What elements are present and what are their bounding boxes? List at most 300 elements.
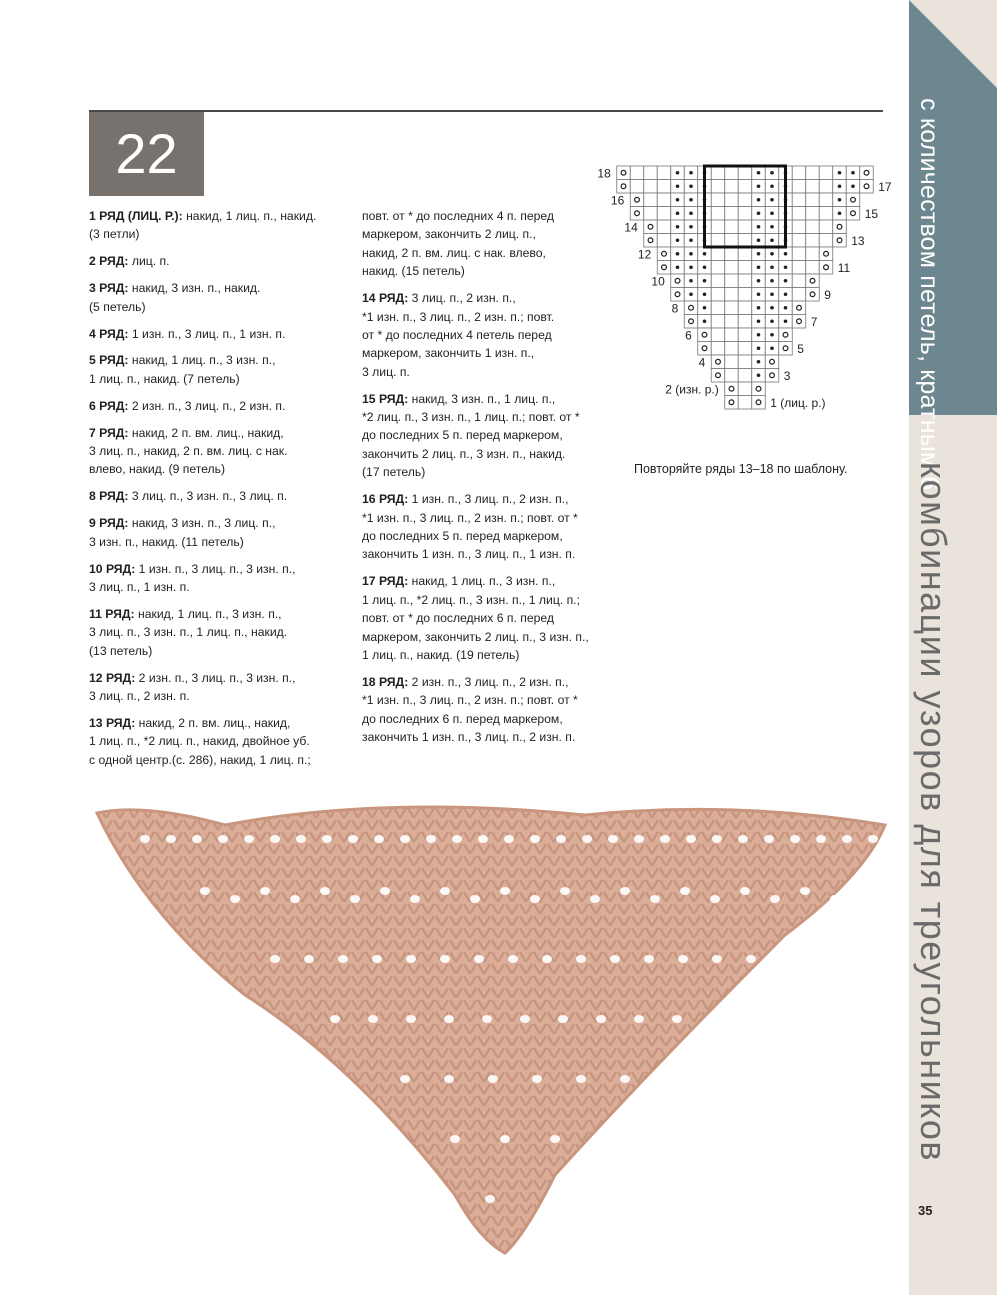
- row-instruction-continued: повт. от * до последних 4 п. перед маркером, закончить 2 лиц. п., накид, 2 п. вм. лиц. с нак. влево, накид. (15 петель): [362, 209, 555, 279]
- chart-cell: [725, 288, 739, 302]
- purl-symbol: [676, 198, 680, 202]
- chart-row-label: 8: [671, 301, 679, 316]
- chart-cell: [806, 166, 820, 180]
- lace-hole: [374, 835, 384, 843]
- lace-hole: [620, 1075, 630, 1083]
- chart-cell: [644, 166, 658, 180]
- chart-row-label: 10: [651, 274, 665, 289]
- chart-cell: [819, 234, 833, 248]
- lace-hole: [680, 887, 690, 895]
- lace-hole: [678, 955, 688, 963]
- chart-cell: [671, 274, 685, 288]
- chart-cell: [657, 234, 671, 248]
- purl-symbol: [689, 225, 693, 229]
- lace-hole: [530, 895, 540, 903]
- chart-cell: [657, 166, 671, 180]
- chart-cell: [738, 180, 752, 194]
- lace-hole: [764, 835, 774, 843]
- row-instruction: 12 РЯД: 2 изн. п., 3 лиц. п., 3 изн. п., 3 лиц. п., 2 изн. п.: [89, 670, 296, 704]
- lace-hole: [322, 835, 332, 843]
- lace-hole: [530, 835, 540, 843]
- purl-symbol: [676, 252, 680, 256]
- lace-hole: [752, 1075, 762, 1083]
- chart-row-label: 13: [851, 234, 865, 248]
- row-instruction: 18 РЯД: 2 изн. п., 3 лиц. п., 2 изн. п., *1 изн. п., 3 лиц. п., 2 изн. п.; повт. от * до последних 6 п. перед маркером, закончить 1 изн. п., 3 лиц. п., 2 изн. п.: [362, 674, 578, 745]
- purl-symbol: [770, 279, 774, 283]
- chart-cell: [765, 355, 779, 369]
- lace-hole: [845, 1195, 855, 1203]
- purl-symbol: [689, 265, 693, 269]
- purl-symbol: [703, 292, 707, 296]
- lace-hole: [500, 1135, 510, 1143]
- lace-hole: [786, 1015, 796, 1023]
- lace-hole: [558, 1015, 568, 1023]
- chart-cell: [833, 234, 847, 248]
- lace-hole: [790, 835, 800, 843]
- lace-hole: [485, 1195, 495, 1203]
- lace-hole: [712, 835, 722, 843]
- row-instruction: 7 РЯД: накид, 2 п. вм. лиц., накид, 3 лиц. п., накид, 2 п. вм. лиц. с нак. влево, накид. (9 петель): [89, 425, 288, 477]
- purl-symbol: [757, 346, 761, 350]
- chart-cell: [711, 234, 725, 248]
- lace-hole: [610, 955, 620, 963]
- lace-hole: [738, 835, 748, 843]
- lace-hole: [750, 1135, 760, 1143]
- purl-symbol: [676, 265, 680, 269]
- purl-symbol: [757, 211, 761, 215]
- purl-symbol: [757, 265, 761, 269]
- chart-cell: [819, 207, 833, 221]
- knitting-chart: [590, 160, 910, 430]
- row-instruction: 5 РЯД: накид, 1 лиц. п., 3 изн. п., 1 лиц. п., накид. (7 петель): [89, 353, 276, 386]
- purl-symbol: [689, 279, 693, 283]
- purl-symbol: [703, 306, 707, 310]
- purl-symbol: [757, 238, 761, 242]
- chart-cell: [725, 355, 739, 369]
- lace-hole: [440, 887, 450, 895]
- purl-symbol: [757, 198, 761, 202]
- chart-cell: [806, 247, 820, 261]
- chart-cell: [846, 207, 860, 221]
- lace-hole: [166, 835, 176, 843]
- lace-hole: [770, 895, 780, 903]
- lace-hole: [780, 955, 790, 963]
- header-rule: [89, 110, 883, 112]
- lace-hole: [664, 1075, 674, 1083]
- chart-cell: [806, 261, 820, 275]
- chart-cell: [725, 220, 739, 234]
- section-title: комбинации узоров для треугольников: [913, 462, 954, 1163]
- lace-hole: [672, 1015, 682, 1023]
- chart-cell: [725, 342, 739, 356]
- row-instruction: 11 РЯД: накид, 1 лиц. п., 3 изн. п., 3 лиц. п., 3 изн. п., 1 лиц. п., накид. (13 петель): [89, 606, 288, 658]
- chart-row-label: 9: [824, 288, 831, 302]
- chart-cell: [792, 234, 806, 248]
- chart-row-label: 1 (лиц. р.): [770, 396, 826, 410]
- chart-cell: [779, 328, 793, 342]
- row-instruction: 13 РЯД: накид, 2 п. вм. лиц., накид, 1 лиц. п., *2 лиц. п., накид, двойное уб. с одной центр.(с. 286), накид, 1 лиц. п.;: [89, 715, 311, 767]
- purl-symbol: [770, 292, 774, 296]
- lace-hole: [686, 835, 696, 843]
- lace-hole: [508, 955, 518, 963]
- chart-cell: [738, 234, 752, 248]
- chart-row-label: 7: [810, 315, 818, 329]
- chart-cell: [711, 274, 725, 288]
- page-number: 35: [918, 1203, 933, 1218]
- chart-cell: [711, 247, 725, 261]
- lace-hole: [400, 835, 410, 843]
- lace-hole: [660, 835, 670, 843]
- chart-cell: [846, 193, 860, 207]
- purl-symbol: [757, 252, 761, 256]
- chart-cell: [738, 355, 752, 369]
- lace-hole: [478, 835, 488, 843]
- chart-cell: [725, 166, 739, 180]
- chart-cell: [630, 166, 644, 180]
- chart-cell: [806, 288, 820, 302]
- chart-cell: [711, 315, 725, 329]
- chart-cell: [657, 247, 671, 261]
- chart-cell: [779, 342, 793, 356]
- purl-symbol: [784, 292, 788, 296]
- lace-hole: [596, 1015, 606, 1023]
- lace-hole: [582, 835, 592, 843]
- purl-symbol: [784, 306, 788, 310]
- chart-cell: [738, 288, 752, 302]
- lace-hole: [740, 887, 750, 895]
- sidebar-tab-text: с количеством петель, кратным 6: [915, 98, 943, 491]
- chart-cell: [657, 193, 671, 207]
- chart-cell: [644, 180, 658, 194]
- purl-symbol: [676, 238, 680, 242]
- purl-symbol: [784, 252, 788, 256]
- purl-symbol: [770, 184, 774, 188]
- purl-symbol: [784, 279, 788, 283]
- purl-symbol: [757, 279, 761, 283]
- lace-hole: [830, 895, 840, 903]
- purl-symbol: [757, 333, 761, 337]
- purl-symbol: [838, 184, 842, 188]
- chart-cell: [644, 220, 658, 234]
- purl-symbol: [757, 319, 761, 323]
- lace-hole: [380, 887, 390, 895]
- chart-cell: [725, 369, 739, 383]
- purl-symbol: [689, 238, 693, 242]
- chart-cell: [630, 193, 644, 207]
- chart-cell: [738, 342, 752, 356]
- purl-symbol: [770, 198, 774, 202]
- lace-hole: [600, 1135, 610, 1143]
- lace-hole: [504, 835, 514, 843]
- purl-symbol: [703, 319, 707, 323]
- chart-row-label: 14: [624, 220, 638, 235]
- lace-hole: [545, 1195, 555, 1203]
- purl-symbol: [676, 225, 680, 229]
- purl-symbol: [757, 184, 761, 188]
- chart-cell: [806, 220, 820, 234]
- row-instruction: 6 РЯД: 2 изн. п., 3 лиц. п., 2 изн. п.: [89, 398, 286, 413]
- lace-hole: [590, 895, 600, 903]
- lace-hole: [650, 895, 660, 903]
- lace-hole: [814, 955, 824, 963]
- lace-hole: [450, 1135, 460, 1143]
- chart-cell: [644, 234, 658, 248]
- chart-cell: [725, 247, 739, 261]
- lace-hole: [290, 895, 300, 903]
- chart-cell: [617, 166, 631, 180]
- lace-hole: [550, 1135, 560, 1143]
- purl-symbol: [851, 171, 855, 175]
- purl-symbol: [757, 306, 761, 310]
- lace-hole: [620, 887, 630, 895]
- lace-hole: [650, 1135, 660, 1143]
- chart-cell: [738, 369, 752, 383]
- chart-row-label: 6: [685, 328, 692, 343]
- chart-cell: [711, 355, 725, 369]
- chart-cell: [860, 166, 874, 180]
- chart-cell: [738, 247, 752, 261]
- chart-cell: [725, 207, 739, 221]
- purl-symbol: [838, 171, 842, 175]
- pattern-number: 22: [89, 112, 204, 196]
- purl-symbol: [838, 211, 842, 215]
- lace-hole: [260, 887, 270, 895]
- chart-cell: [725, 328, 739, 342]
- chart-cell: [738, 193, 752, 207]
- chart-cell: [644, 193, 658, 207]
- lace-hole: [270, 835, 280, 843]
- chart-cell: [738, 301, 752, 315]
- lace-hole: [444, 1015, 454, 1023]
- row-instruction: 14 РЯД: 3 лиц. п., 2 изн. п., *1 изн. п., 3 лиц. п., 2 изн. п.; повт. от * до последних 4 петель перед маркером, закончить 1 изн. п., 3 лиц. п.: [362, 291, 555, 379]
- chart-cell: [738, 261, 752, 275]
- lace-hole: [488, 1075, 498, 1083]
- row-instruction: 15 РЯД: накид, 3 изн. п., 1 лиц. п., *2 лиц. п., 3 изн. п., 1 лиц. п.; повт. от * до последних 5 п. перед маркером, закончить 2 лиц. п., 3 изн. п., накид. (17 петель): [362, 391, 580, 480]
- lace-hole: [350, 895, 360, 903]
- lace-hole: [542, 955, 552, 963]
- lace-hole: [710, 895, 720, 903]
- chart-cell: [711, 369, 725, 383]
- lace-hole: [304, 955, 314, 963]
- lace-hole: [712, 955, 722, 963]
- chart-cell: [792, 220, 806, 234]
- purl-symbol: [838, 198, 842, 202]
- chart-cell: [711, 301, 725, 315]
- chart-cell: [738, 274, 752, 288]
- chart-cell: [738, 315, 752, 329]
- purl-symbol: [770, 225, 774, 229]
- chart-cell: [644, 207, 658, 221]
- chart-cell: [792, 274, 806, 288]
- lace-hole: [700, 1135, 710, 1143]
- lace-hole: [748, 1015, 758, 1023]
- chart-cell: [711, 261, 725, 275]
- chart-cell: [725, 234, 739, 248]
- chart-cell: [657, 180, 671, 194]
- lace-hole: [368, 1015, 378, 1023]
- lace-hole: [556, 835, 566, 843]
- chart-cell: [819, 166, 833, 180]
- lace-hole: [665, 1195, 675, 1203]
- chart-cell: [725, 382, 739, 396]
- chart-cell: [725, 315, 739, 329]
- lace-hole: [725, 1195, 735, 1203]
- lace-hole: [244, 835, 254, 843]
- chart-cell: [725, 261, 739, 275]
- chart-cell: [792, 180, 806, 194]
- purl-symbol: [689, 292, 693, 296]
- chart-cell: [792, 301, 806, 315]
- chart-cell: [792, 207, 806, 221]
- chart-cell: [738, 207, 752, 221]
- lace-hole: [560, 887, 570, 895]
- chart-cell: [711, 342, 725, 356]
- chart-cell: [860, 180, 874, 194]
- purl-symbol: [757, 373, 761, 377]
- chart-cell: [738, 396, 752, 410]
- knitted-swatch-image: [85, 795, 895, 1255]
- chart-cell: [792, 166, 806, 180]
- row-instruction: 10 РЯД: 1 изн. п., 3 лиц. п., 3 изн. п., 3 лиц. п., 1 изн. п.: [89, 561, 296, 594]
- purl-symbol: [770, 252, 774, 256]
- chart-cell: [765, 369, 779, 383]
- chart-row-label: 3: [783, 369, 791, 383]
- chart-cell: [792, 261, 806, 275]
- chart-row-label: 15: [864, 207, 879, 221]
- chart-cell: [630, 180, 644, 194]
- chart-cell: [725, 274, 739, 288]
- instructions-column-2: [362, 207, 612, 755]
- purl-symbol: [770, 319, 774, 323]
- lace-hole: [708, 1075, 718, 1083]
- chart-row-label: 11: [837, 261, 851, 275]
- purl-symbol: [689, 252, 693, 256]
- lace-hole: [800, 887, 810, 895]
- chart-cell: [819, 180, 833, 194]
- purl-symbol: [770, 265, 774, 269]
- purl-symbol: [770, 238, 774, 242]
- chart-cell: [806, 193, 820, 207]
- purl-symbol: [676, 184, 680, 188]
- row-instruction: 2 РЯД: лиц. п.: [89, 254, 170, 269]
- lace-hole: [406, 1015, 416, 1023]
- purl-symbol: [770, 171, 774, 175]
- lace-hole: [330, 1015, 340, 1023]
- chart-cell: [738, 328, 752, 342]
- lace-hole: [474, 955, 484, 963]
- row-instruction: 3 РЯД: накид, 3 изн. п., накид. (5 петель): [89, 281, 261, 314]
- lace-hole: [230, 895, 240, 903]
- chart-cell: [752, 382, 766, 396]
- row-instruction: 4 РЯД: 1 изн. п., 3 лиц. п., 1 изн. п.: [89, 326, 286, 341]
- chart-row-label: 12: [637, 247, 652, 262]
- chart-cell: [819, 193, 833, 207]
- chart-cell: [630, 207, 644, 221]
- lace-hole: [605, 1195, 615, 1203]
- chart-cell: [725, 180, 739, 194]
- chart-cell: [738, 382, 752, 396]
- purl-symbol: [770, 306, 774, 310]
- chart-cell: [738, 220, 752, 234]
- purl-symbol: [689, 184, 693, 188]
- purl-symbol: [757, 360, 761, 364]
- lace-hole: [576, 1075, 586, 1083]
- lace-hole: [608, 835, 618, 843]
- chart-cell: [657, 207, 671, 221]
- chart-row-label: 17: [878, 180, 892, 194]
- lace-hole: [482, 1015, 492, 1023]
- chart-cell: [711, 328, 725, 342]
- purl-symbol: [689, 171, 693, 175]
- chart-cell: [711, 288, 725, 302]
- lace-hole: [634, 835, 644, 843]
- chart-cell: [711, 220, 725, 234]
- lace-hole: [400, 1075, 410, 1083]
- chart-cell: [819, 220, 833, 234]
- chart-cell: [725, 301, 739, 315]
- lace-hole: [140, 835, 150, 843]
- lace-hole: [576, 955, 586, 963]
- row-instruction: 1 РЯД (ЛИЦ. Р.): накид, 1 лиц. п., накид. (3 петли): [89, 209, 317, 242]
- chart-cell: [806, 234, 820, 248]
- chart-cell: [684, 315, 698, 329]
- chart-cell: [792, 315, 806, 329]
- chart-cell: [792, 247, 806, 261]
- chart-row-label: 4: [698, 355, 706, 370]
- purl-symbol: [784, 319, 788, 323]
- purl-symbol: [757, 292, 761, 296]
- lace-hole: [348, 835, 358, 843]
- chart-cell: [806, 207, 820, 221]
- chart-row-label: 18: [597, 166, 611, 181]
- chart-cell: [833, 220, 847, 234]
- chart-row-label: 5: [797, 342, 804, 356]
- chart-row-label: 2 (изн. р.): [665, 382, 719, 397]
- chart-cell: [806, 274, 820, 288]
- lace-hole: [192, 835, 202, 843]
- purl-symbol: [703, 265, 707, 269]
- lace-hole: [372, 955, 382, 963]
- instructions-column-1: [89, 207, 347, 778]
- chart-cell: [617, 180, 631, 194]
- chart-cell: [792, 193, 806, 207]
- lace-hole: [634, 1015, 644, 1023]
- purl-symbol: [757, 171, 761, 175]
- chart-cell: [657, 261, 671, 275]
- chart-cell: [752, 396, 766, 410]
- purl-symbol: [703, 279, 707, 283]
- lace-hole: [406, 955, 416, 963]
- lace-hole: [440, 955, 450, 963]
- chart-cell: [711, 166, 725, 180]
- chart-cell: [819, 247, 833, 261]
- lace-hole: [470, 895, 480, 903]
- lace-hole: [410, 895, 420, 903]
- chart-cell: [738, 166, 752, 180]
- chart-cell: [792, 288, 806, 302]
- lace-hole: [452, 835, 462, 843]
- chart-cell: [684, 301, 698, 315]
- lace-hole: [218, 835, 228, 843]
- purl-symbol: [784, 265, 788, 269]
- chart-cell: [725, 396, 739, 410]
- lace-hole: [816, 835, 826, 843]
- lace-hole: [338, 955, 348, 963]
- chart-cell: [711, 180, 725, 194]
- row-instruction: 8 РЯД: 3 лиц. п., 3 изн. п., 3 лиц. п.: [89, 489, 288, 504]
- purl-symbol: [851, 184, 855, 188]
- chart-cell: [657, 220, 671, 234]
